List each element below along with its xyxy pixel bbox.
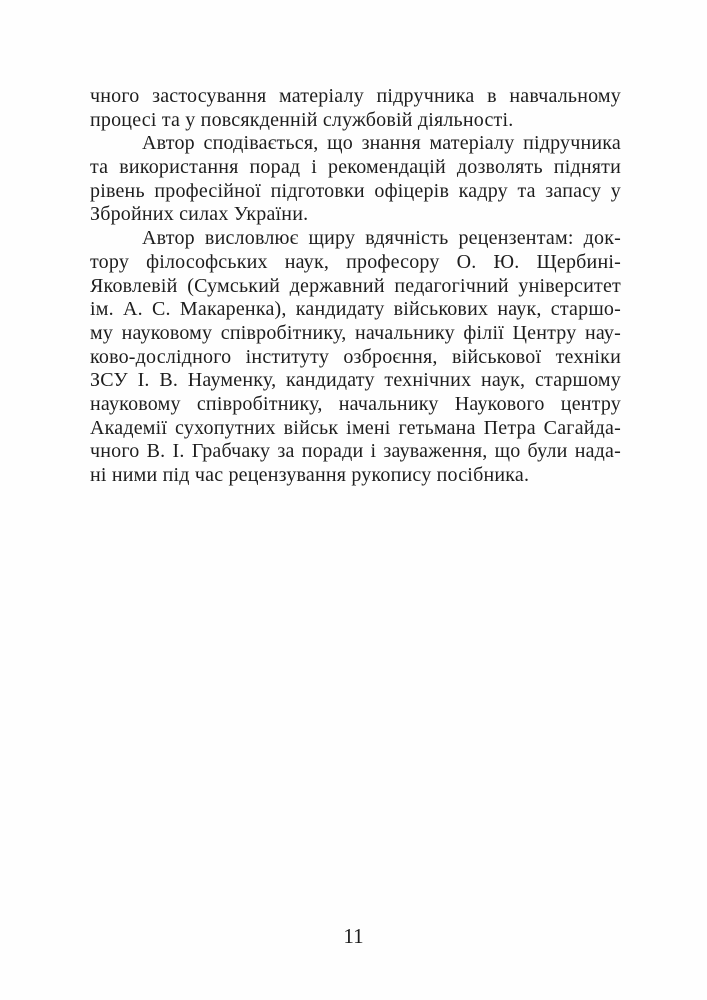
text-line: рівень професійної підготовки офіцерів кадру та запасу у xyxy=(90,179,621,202)
text-line: чного В. І. Грабчаку за поради і зауваження, що були нада- xyxy=(90,440,621,463)
text-line: Автор сподівається, що знання матеріалу підручника xyxy=(142,132,621,155)
text-line: науковому співробітнику, начальнику Наукового центру xyxy=(90,392,621,415)
text-line: Збройних силах України. xyxy=(90,203,309,226)
text-line: чного застосування матеріалу підручника в навчальному xyxy=(90,85,621,107)
text-line: та використання порад і рекомендацій дозволять підняти xyxy=(90,156,621,179)
text-line: процесі та у повсякденній службовій діяльності. xyxy=(90,108,514,131)
text-line: Академії сухопутних військ імені гетьмана Петра Сагайда- xyxy=(90,416,621,439)
page-number: 11 xyxy=(343,924,364,948)
text-line: ково-дослідного інституту озброєння, військової техніки xyxy=(90,345,621,368)
text-line: тору філософських наук, професору О. Ю. Щербині- xyxy=(90,250,621,273)
text-line: ЗСУ І. В. Науменку, кандидату технічних наук, старшому xyxy=(90,369,621,392)
text-line: ім. А. С. Макаренка), кандидату військових наук, старшо- xyxy=(90,298,621,321)
text-line: му науковому співробітнику, начальнику філії Центру нау- xyxy=(90,321,621,344)
text-line: Яковлевій (Сумський державний педагогічний університет xyxy=(90,274,621,297)
body-text xyxy=(90,85,621,488)
text-line: Автор висловлює щиру вдячність рецензентам: док- xyxy=(142,227,621,250)
text-line: ні ними під час рецензування рукопису посібника. xyxy=(90,464,530,486)
